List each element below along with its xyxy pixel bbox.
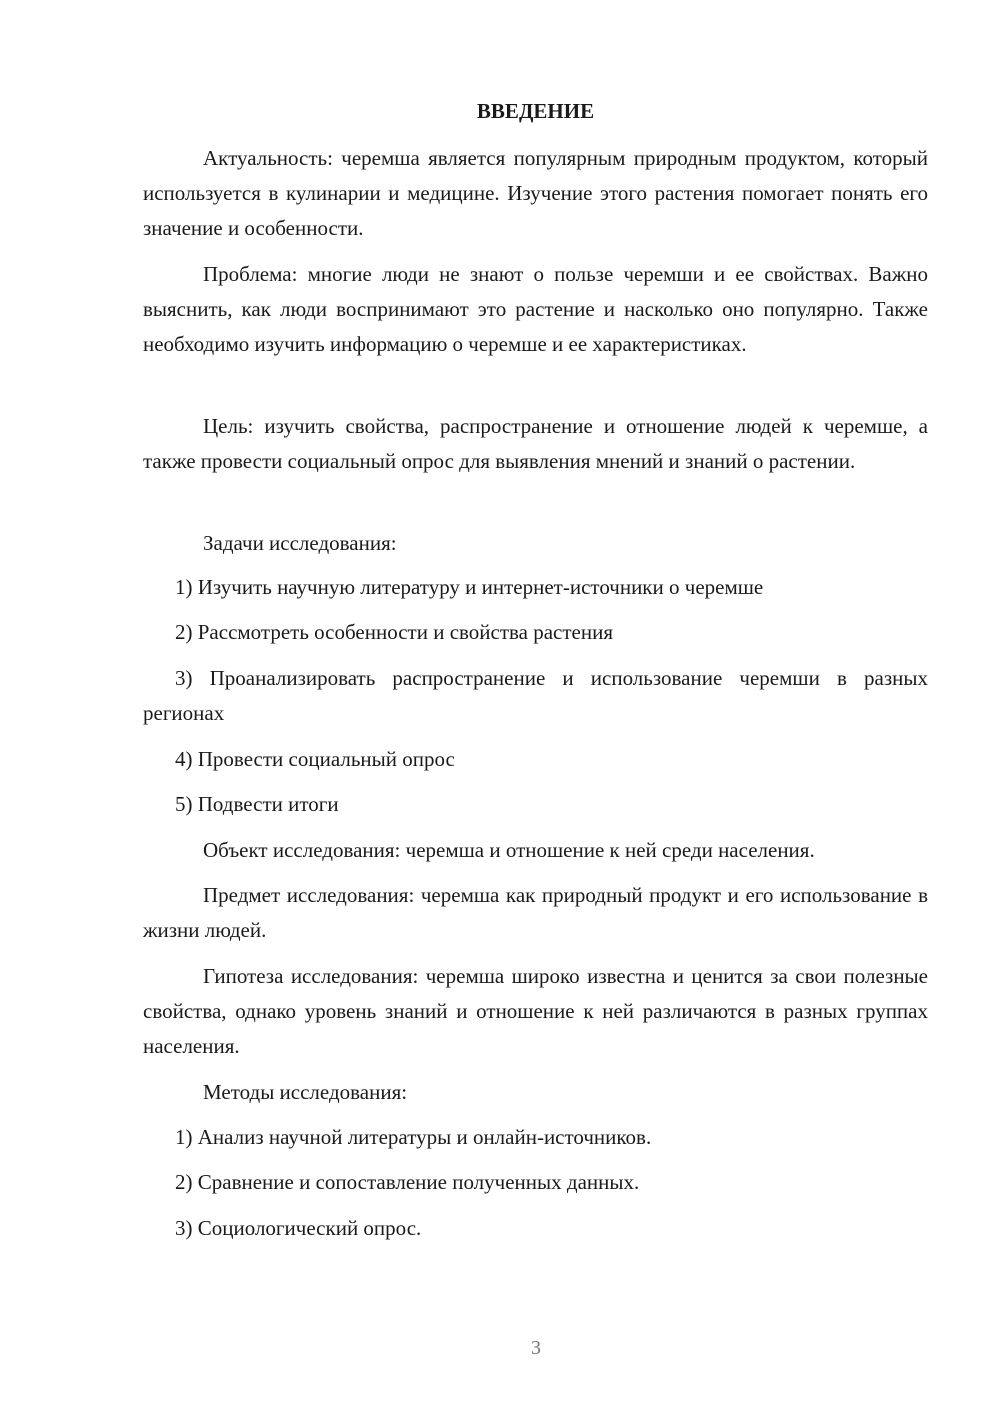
paragraph-goal: Цель: изучить свойства, распространение и отношение людей к черемше, а также провести социальный опрос для выявления мнений и знаний о растении. — [143, 414, 928, 473]
task-item-5: 5) Подвести итоги — [175, 792, 339, 816]
task-item-4: 4) Провести социальный опрос — [175, 747, 455, 771]
paragraph-object: Объект исследования: черемша и отношение к ней среди населения. — [203, 838, 815, 862]
method-item-2: 2) Сравнение и сопоставление полученных данных. — [175, 1170, 640, 1194]
task-item-2: 2) Рассмотреть особенности и свойства растения — [175, 620, 614, 644]
section-title: ВВЕДЕНИЕ — [476, 99, 595, 123]
task-item-1: 1) Изучить научную литературу и интернет-источники о черемше — [175, 575, 764, 599]
page-number: 3 — [531, 1337, 541, 1359]
paragraph-relevance: Актуальность: черемша является популярным природным продуктом, который используется в кулинарии и медицине. Изучение этого растения помогает понять его значение и особенности. — [143, 146, 928, 240]
paragraph-subject: Предмет исследования: черемша как природный продукт и его использование в жизни людей. — [143, 883, 928, 942]
paragraph-hypothesis: Гипотеза исследования: черемша широко известна и ценится за свои полезные свойства, однако уровень знаний и отношение к ней различаются в разных группах населения. — [143, 964, 928, 1058]
paragraph-problem: Проблема: многие люди не знают о пользе черемши и ее свойствах. Важно выяснить, как люди воспринимают это растение и насколько оно популярно. Также необходимо изучить информацию о черемше и ее характеристиках. — [143, 262, 928, 356]
methods-heading: Методы исследования: — [203, 1080, 408, 1104]
method-item-3: 3) Социологический опрос. — [175, 1216, 422, 1240]
tasks-heading: Задачи исследования: — [203, 531, 397, 555]
method-item-1: 1) Анализ научной литературы и онлайн-источников. — [175, 1125, 652, 1149]
task-item-3: 3) Проанализировать распространение и использование черемши в разных регионах — [143, 666, 928, 725]
